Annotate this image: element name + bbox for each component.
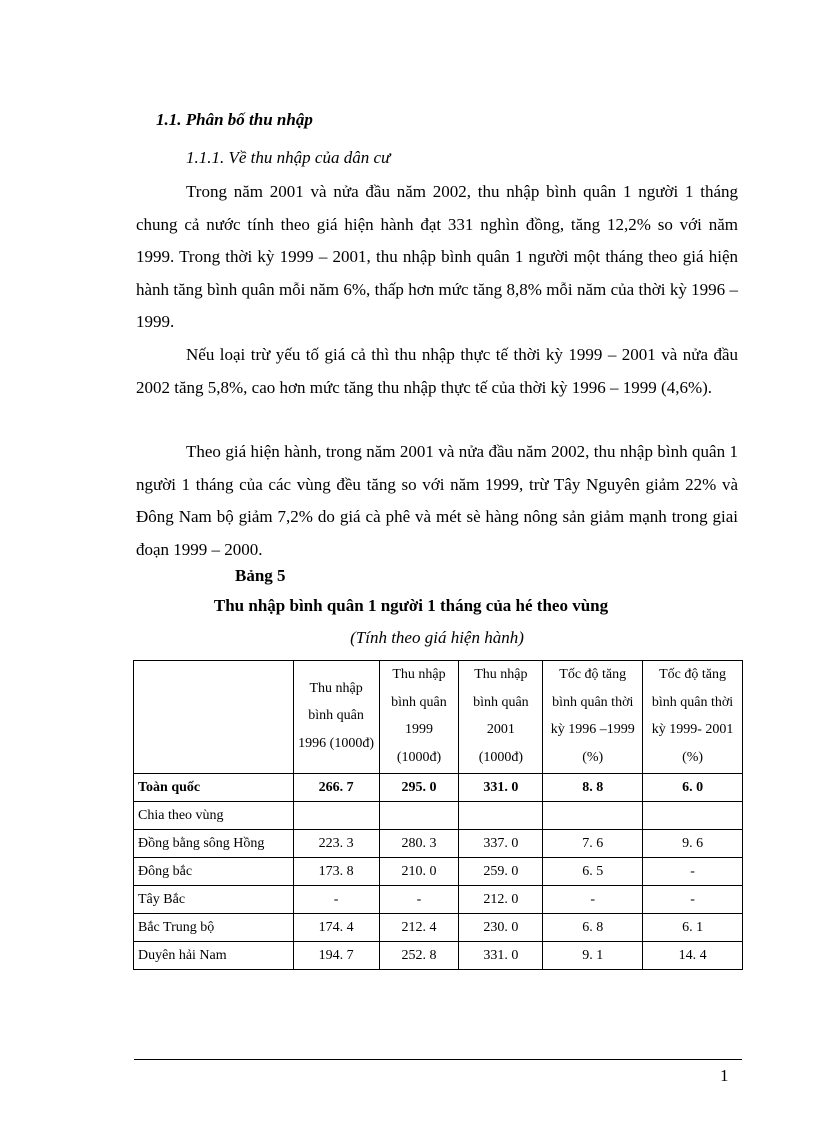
footer-divider [134,1059,742,1060]
table-cell: 210. 0 [379,858,459,886]
row-label: Đông bắc [134,858,294,886]
table-cell: 259. 0 [459,858,543,886]
table-cell: 331. 0 [459,942,543,970]
table-title: Thu nhập bình quân 1 người 1 tháng của hé theo vùng [213,596,609,615]
table-cell [379,802,459,830]
table-cell: 295. 0 [379,774,459,802]
table-cell: 9. 1 [543,942,643,970]
table-cell: 8. 8 [543,774,643,802]
table-cell: - [643,858,743,886]
table-row [134,830,743,858]
row-label: Đồng bằng sông Hồng [134,830,294,858]
table-cell: 266. 7 [293,774,379,802]
table-cell: 174. 4 [293,914,379,942]
table-cell [293,802,379,830]
table-row [134,942,743,970]
table-cell: 230. 0 [459,914,543,942]
table-row [134,802,743,830]
header-cell [134,661,294,774]
table-cell: 6. 8 [543,914,643,942]
table-cell: - [379,886,459,914]
table-cell: 212. 0 [459,886,543,914]
paragraph-1: Trong năm 2001 và nửa đầu năm 2002, thu nhập bình quân 1 người 1 tháng chung cả nước tính theo giá hiện hành đạt 331 nghìn đồng, tăng 12,2% so với năm 1999. Trong thời kỳ 1999 – 2001, thu nhập bình quân 1 người một tháng theo giá hiện hành tăng bình quân mỗi năm 6%, thấp hơn mức tăng 8,8% mỗi năm của thời kỳ 1996 – 1999. [136,182,738,331]
table-cell [459,802,543,830]
table-row [134,774,743,802]
header-cell: Thu nhập bình quân 2001 (1000đ) [459,661,543,774]
table-cell: 6. 0 [643,774,743,802]
table-cell: 9. 6 [643,830,743,858]
table-cell: 212. 4 [379,914,459,942]
table-row [134,914,743,942]
header-cell: Thu nhập bình quân 1996 (1000đ) [293,661,379,774]
table-header-row [134,661,743,774]
table-cell: 337. 0 [459,830,543,858]
income-table [133,660,743,970]
table-cell [643,802,743,830]
paragraph-2: Nếu loại trừ yếu tố giá cả thì thu nhập thực tế thời kỳ 1999 – 2001 và nửa đầu 2002 tăng 5,8%, cao hơn mức tăng thu nhập thực tế của thời kỳ 1996 – 1999 (4,6%). [136,345,738,397]
table-row [134,886,743,914]
table-row [134,858,743,886]
table-cell: 7. 6 [543,830,643,858]
row-label: Toàn quốc [134,774,294,802]
table-cell: 223. 3 [293,830,379,858]
table-cell: - [293,886,379,914]
table-cell: - [643,886,743,914]
table-cell: 280. 3 [379,830,459,858]
section-title: 1.1. Phân bố thu nhập [156,110,313,129]
table-label: Bảng 5 [235,566,286,585]
page-number: 1 [720,1066,729,1085]
row-label: Bắc Trung bộ [134,914,294,942]
table-subtitle: (Tính theo giá hiện hành) [350,628,524,647]
table-cell: 6. 5 [543,858,643,886]
header-cell: Tốc độ tăng bình quân thời kỳ 1999- 2001 (%) [643,661,743,774]
row-label: Chia theo vùng [134,802,294,830]
table-cell [543,802,643,830]
row-label: Tây Bắc [134,886,294,914]
table-cell: 14. 4 [643,942,743,970]
paragraph-3: Theo giá hiện hành, trong năm 2001 và nửa đầu năm 2002, thu nhập bình quân 1 người 1 tháng của các vùng đều tăng so với năm 1999, trừ Tây Nguyên giảm 22% và Đông Nam bộ giảm 7,2% do giá cà phê và mét sè hàng nông sản giảm mạnh trong giai đoạn 1999 – 2000. [136,442,738,559]
table-cell: - [543,886,643,914]
table-cell: 331. 0 [459,774,543,802]
subsection-title: 1.1.1. Về thu nhập của dân cư [186,148,391,167]
table-cell: 194. 7 [293,942,379,970]
table-cell: 252. 8 [379,942,459,970]
table-cell: 6. 1 [643,914,743,942]
table-cell: 173. 8 [293,858,379,886]
row-label: Duyên hải Nam [134,942,294,970]
header-cell: Thu nhập bình quân 1999 (1000đ) [379,661,459,774]
header-cell: Tốc độ tăng bình quân thời kỳ 1996 –1999 (%) [543,661,643,774]
